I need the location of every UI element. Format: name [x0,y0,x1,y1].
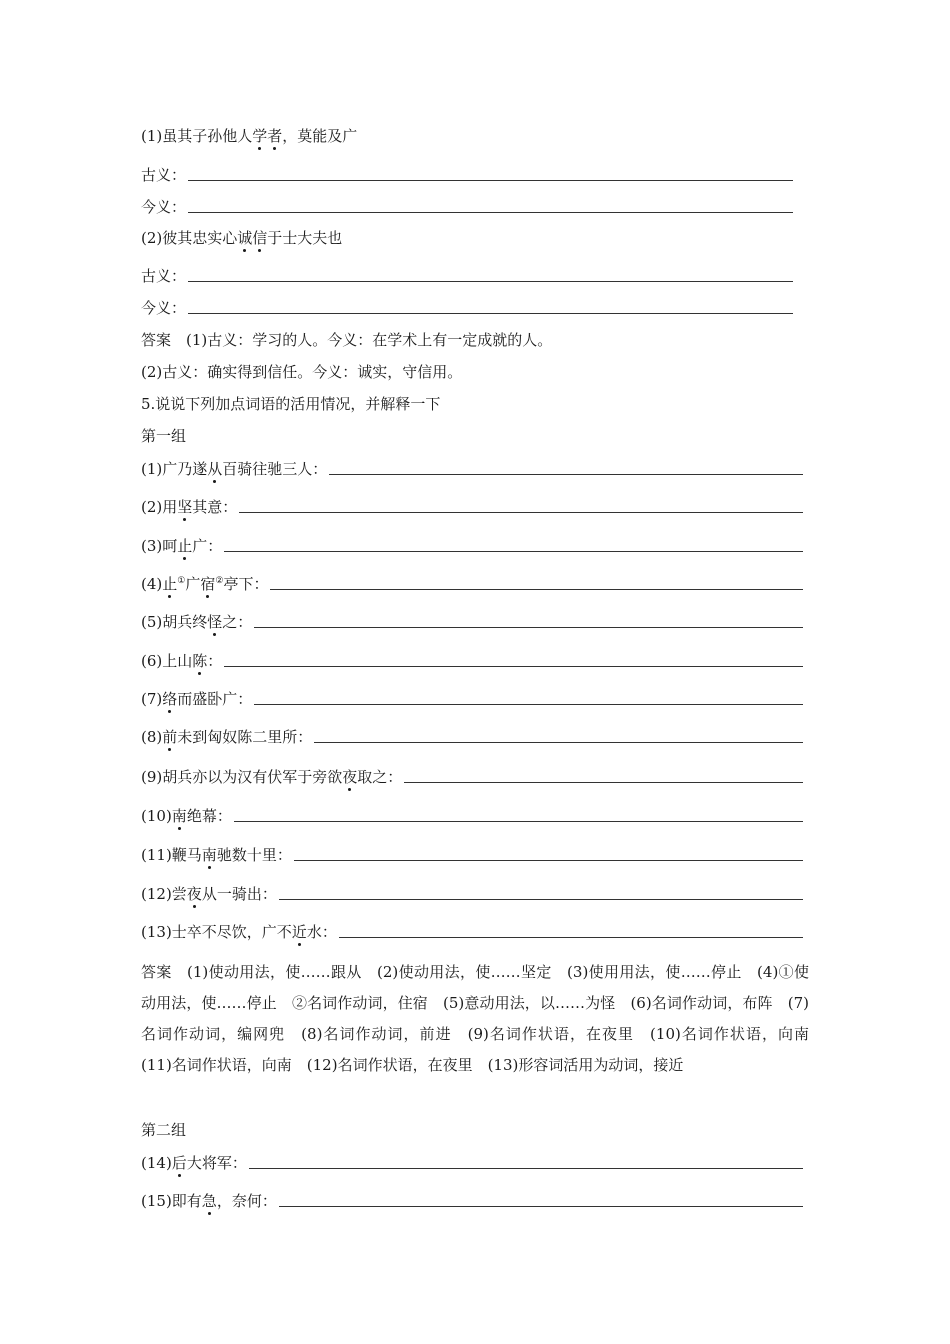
ancient-meaning-label: 古义： [141,166,187,184]
item-text: 水： [306,923,337,941]
dotted-char: 者 [267,127,283,145]
answer-blank[interactable] [234,821,803,822]
item-text: (6)上山 [141,652,193,670]
item-text: 亭下： [223,575,269,593]
fill-item[interactable] [141,459,803,479]
item-text: (12)尝 [141,885,187,903]
answer-blank[interactable] [224,666,803,667]
dotted-char: 怪 [207,613,223,631]
answer-blank[interactable] [339,937,803,938]
fill-item[interactable] [141,884,803,904]
group-1-title: 第一组 [141,427,187,445]
modern-meaning-label: 今义： [141,198,187,216]
q4-2-modern-line[interactable] [141,298,793,318]
fill-item-label [141,689,252,709]
item-text: (5)胡兵终 [141,613,208,631]
answer-blank[interactable] [188,313,793,314]
item-text: (4) [141,575,163,593]
fill-item[interactable] [141,497,803,517]
item-text: ，奈何： [216,1192,277,1210]
section-5-title: 5.说说下列加点词语的活用情况，并解释一下 [141,395,441,413]
answer-4-line-1: 答案 (1)古义：学习的人。今义：在学术上有一定成就的人。 [141,331,553,349]
fill-item-label [141,767,402,787]
q4-1-modern-line[interactable] [141,197,793,217]
question-4-1 [141,126,357,146]
q4-1-text-b: ，莫能及广 [282,127,358,145]
ancient-meaning-label: 古义： [141,267,187,285]
item-text: (9)胡兵亦以为汉有伏军于旁欲 [141,768,343,786]
dotted-char: 后 [171,1154,187,1172]
item-text: (11)鞭马 [141,846,202,864]
dotted-char: 南 [201,846,217,864]
item-text: (14) [141,1154,172,1172]
fill-item[interactable] [141,806,803,826]
item-text: 百骑往驰三人： [222,460,328,478]
dotted-char: 止 [162,575,178,593]
answer-blank[interactable] [329,474,803,475]
item-text: 取之： [357,768,403,786]
fill-item-label [141,922,337,942]
dotted-char: 陈 [192,652,208,670]
answer-blank[interactable] [270,589,803,590]
item-text: (7) [141,690,163,708]
question-4-2 [141,228,342,248]
answer-blank[interactable] [249,1168,803,1169]
item-text: 而盛卧广： [177,690,253,708]
answer-blank[interactable] [279,1206,803,1207]
fill-item[interactable] [141,1153,803,1173]
dotted-char: 从 [207,460,223,478]
fill-item-label [141,727,312,747]
fill-item-label [141,574,268,594]
fill-item-label [141,845,292,865]
fill-item[interactable] [141,536,803,556]
answer-blank[interactable] [188,212,793,213]
dotted-char: 前 [162,728,178,746]
item-text: 未到匈奴陈二里所： [177,728,313,746]
answer-4-line-2: (2)古义：确实得到信任。今义：诚实，守信用。 [141,363,463,381]
dotted-char: 络 [162,690,178,708]
dotted-char: 近 [291,923,307,941]
fill-item[interactable] [141,689,803,709]
item-text: (15)即有 [141,1192,202,1210]
fill-item-label [141,497,237,517]
group-2-title: 第二组 [141,1121,187,1139]
dotted-char: 诚 [237,229,253,247]
answer-blank[interactable] [314,742,803,743]
fill-item-label [141,1153,247,1173]
dotted-char: 坚 [177,498,193,516]
answer-blank[interactable] [279,899,803,900]
fill-item-label [141,612,252,632]
footnote-marker: ② [215,576,224,586]
item-text: (1)广乃遂 [141,460,208,478]
dotted-char: 学 [252,127,268,145]
modern-meaning-label: 今义： [141,299,187,317]
answer-blank[interactable] [254,704,803,705]
item-text: 之： [222,613,253,631]
item-text: 广： [192,537,223,555]
dotted-char: 急 [201,1192,217,1210]
fill-item-label [141,536,222,556]
answer-blank[interactable] [254,627,803,628]
q4-2-text-a: (2)彼其忠实心 [141,229,238,247]
item-text: (13)士卒不尽饮，广不 [141,923,292,941]
item-text: (3)呵 [141,537,178,555]
item-text: 广 [185,575,201,593]
fill-item[interactable] [141,574,803,594]
fill-item[interactable] [141,767,803,787]
dotted-char: 止 [177,537,193,555]
fill-item[interactable] [141,727,803,747]
dotted-char: 南 [171,807,187,825]
item-text: 大将军： [186,1154,247,1172]
fill-item-label [141,459,327,479]
q4-1-text-a: (1)虽其子孙他人 [141,127,253,145]
fill-item[interactable] [141,845,803,865]
footnote-marker: ① [177,576,186,586]
dotted-char: 夜 [186,885,202,903]
item-text: (8) [141,728,163,746]
answer-blank[interactable] [188,281,793,282]
dotted-char: 夜 [342,768,358,786]
fill-item-label [141,806,232,826]
answer-5-group-1: 答案 (1)使动用法，使……跟从 (2)使动用法，使……坚定 (3)使用用法，使……停止 (4)①使动用法，使……停止 ②名词作动词，住宿 (5)意动用法，以……为怪 (6)名词作动词，布阵 (7)名词作动词，编网兜 (8)名词作动词，前进 (9)名词作状语，在夜里 (10)名词作状语，向南 (11)名词作状语，向南 (12)名词作状语，在夜里 (13)形容词活用为动词，接近 [141,963,825,1074]
answer-blank[interactable] [294,860,803,861]
fill-item-label [141,884,277,904]
dotted-char: 宿 [200,575,216,593]
answer-blank[interactable] [224,551,803,552]
item-text: ： [207,652,223,670]
item-text: (10) [141,807,172,825]
item-text: 驰数十里： [216,846,292,864]
fill-item[interactable] [141,651,803,671]
item-text: 绝幕： [186,807,232,825]
fill-item-label [141,651,222,671]
fill-item[interactable] [141,922,803,942]
q4-2-text-b: 于士大夫也 [267,229,343,247]
item-text: 其意： [192,498,238,516]
fill-item[interactable] [141,1191,803,1211]
fill-item-label [141,1191,277,1211]
answer-blank[interactable] [188,180,793,181]
q4-2-ancient-line[interactable] [141,266,793,286]
item-text: (2)用 [141,498,178,516]
q4-1-ancient-line[interactable] [141,165,793,185]
answer-blank[interactable] [239,512,803,513]
answer-blank[interactable] [404,782,803,783]
dotted-char: 信 [252,229,268,247]
item-text: 从一骑出： [201,885,277,903]
fill-item[interactable] [141,612,803,632]
